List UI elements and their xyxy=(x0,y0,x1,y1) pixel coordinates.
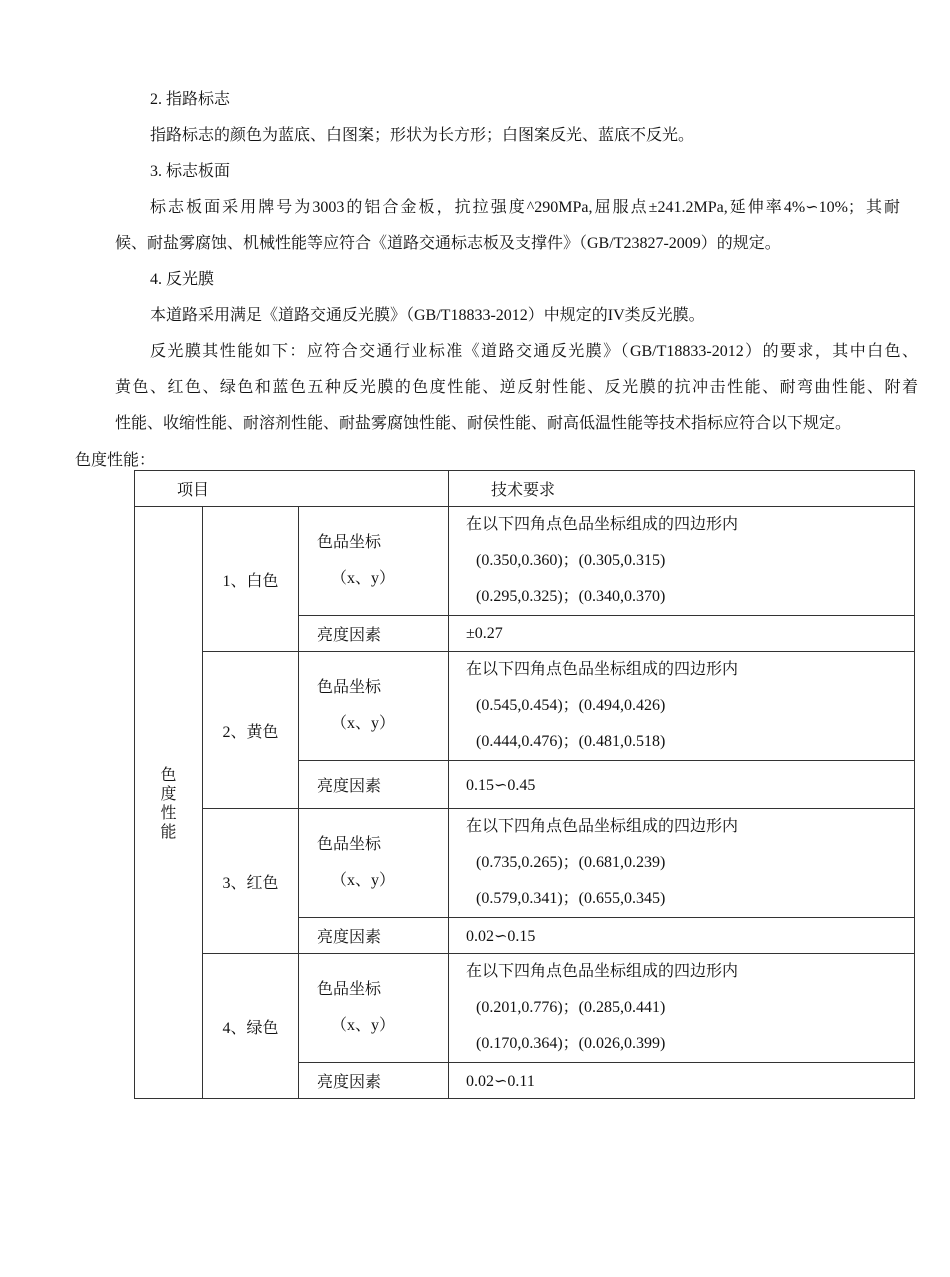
coord-requirement: 在以下四角点色品坐标组成的四边形内 (0.735,0.265)；(0.681,0.239) (0.579,0.341)；(0.655,0.345) xyxy=(449,809,915,918)
color-name-red: 3、红色 xyxy=(203,809,299,954)
paragraph-film-performance-line-3: 性能、收缩性能、耐溶剂性能、耐盐雾腐蚀性能、耐侯性能、耐高低温性能等技术指标应符合以下规定。 xyxy=(115,415,852,432)
luminance-value: 0.02∽0.11 xyxy=(449,1063,915,1099)
luminance-value: 0.02∽0.15 xyxy=(449,918,915,954)
luminance-label: 亮度因素 xyxy=(299,616,449,652)
header-requirement: 技术要求 xyxy=(449,471,915,507)
table-row xyxy=(135,507,915,616)
paragraph-guide-sign: 指路标志的颜色为蓝底、白图案；形状为长方形；白图案反光、蓝底不反光。 xyxy=(150,127,695,144)
header-item: 项目 xyxy=(135,471,449,507)
luminance-value: ±0.27 xyxy=(449,616,915,652)
coord-requirement: 在以下四角点色品坐标组成的四边形内 (0.201,0.776)；(0.285,0.441) (0.170,0.364)；(0.026,0.399) xyxy=(449,954,915,1063)
group-label-chromaticity: 色 度 性 能 xyxy=(135,507,203,1099)
color-name-green: 4、绿色 xyxy=(203,954,299,1099)
table-header-row xyxy=(135,471,915,507)
color-name-yellow: 2、黄色 xyxy=(203,652,299,809)
table-row xyxy=(135,809,915,918)
table-row xyxy=(135,652,915,761)
heading-sign-panel: 3. 标志板面 xyxy=(150,163,231,180)
coord-label: 色品坐标 （x、y） xyxy=(299,954,449,1063)
heading-reflective-film: 4. 反光膜 xyxy=(150,271,215,288)
coord-label: 色品坐标 （x、y） xyxy=(299,507,449,616)
color-name-white: 1、白色 xyxy=(203,507,299,652)
coord-requirement: 在以下四角点色品坐标组成的四边形内 (0.545,0.454)；(0.494,0.426) (0.444,0.476)；(0.481,0.518) xyxy=(449,652,915,761)
luminance-label: 亮度因素 xyxy=(299,918,449,954)
coord-label: 色品坐标 （x、y） xyxy=(299,652,449,761)
coord-requirement: 在以下四角点色品坐标组成的四边形内 (0.350,0.360)；(0.305,0.315) (0.295,0.325)；(0.340,0.370) xyxy=(449,507,915,616)
chromaticity-table xyxy=(134,470,915,1099)
luminance-value: 0.15∽0.45 xyxy=(449,761,915,809)
heading-guide-sign: 2. 指路标志 xyxy=(150,91,231,108)
paragraph-film-performance-line-2: 黄色、红色、绿色和蓝色五种反光膜的色度性能、逆反射性能、反光膜的抗冲击性能、耐弯曲性能、附着 xyxy=(115,379,918,396)
coord-label: 色品坐标 （x、y） xyxy=(299,809,449,918)
table-caption: 色度性能： xyxy=(75,452,156,469)
luminance-label: 亮度因素 xyxy=(299,761,449,809)
table-row xyxy=(135,954,915,1063)
paragraph-sign-panel-line-1: 标志板面采用牌号为3003的铝合金板，抗拉强度^290MPa,屈服点±241.2MPa,延伸率4%∽10%；其耐 xyxy=(150,199,900,216)
paragraph-film-type: 本道路采用满足《道路交通反光膜》（GB/T18833-2012）中规定的IV类反光膜。 xyxy=(150,307,705,324)
luminance-label: 亮度因素 xyxy=(299,1063,449,1099)
paragraph-film-performance-line-1: 反光膜其性能如下：应符合交通行业标准《道路交通反光膜》（GB/T18833-2012）的要求，其中白色、 xyxy=(150,343,918,360)
paragraph-sign-panel-line-2: 候、耐盐雾腐蚀、机械性能等应符合《道路交通标志板及支撑件》（GB/T23827-2009）的规定。 xyxy=(115,235,781,252)
